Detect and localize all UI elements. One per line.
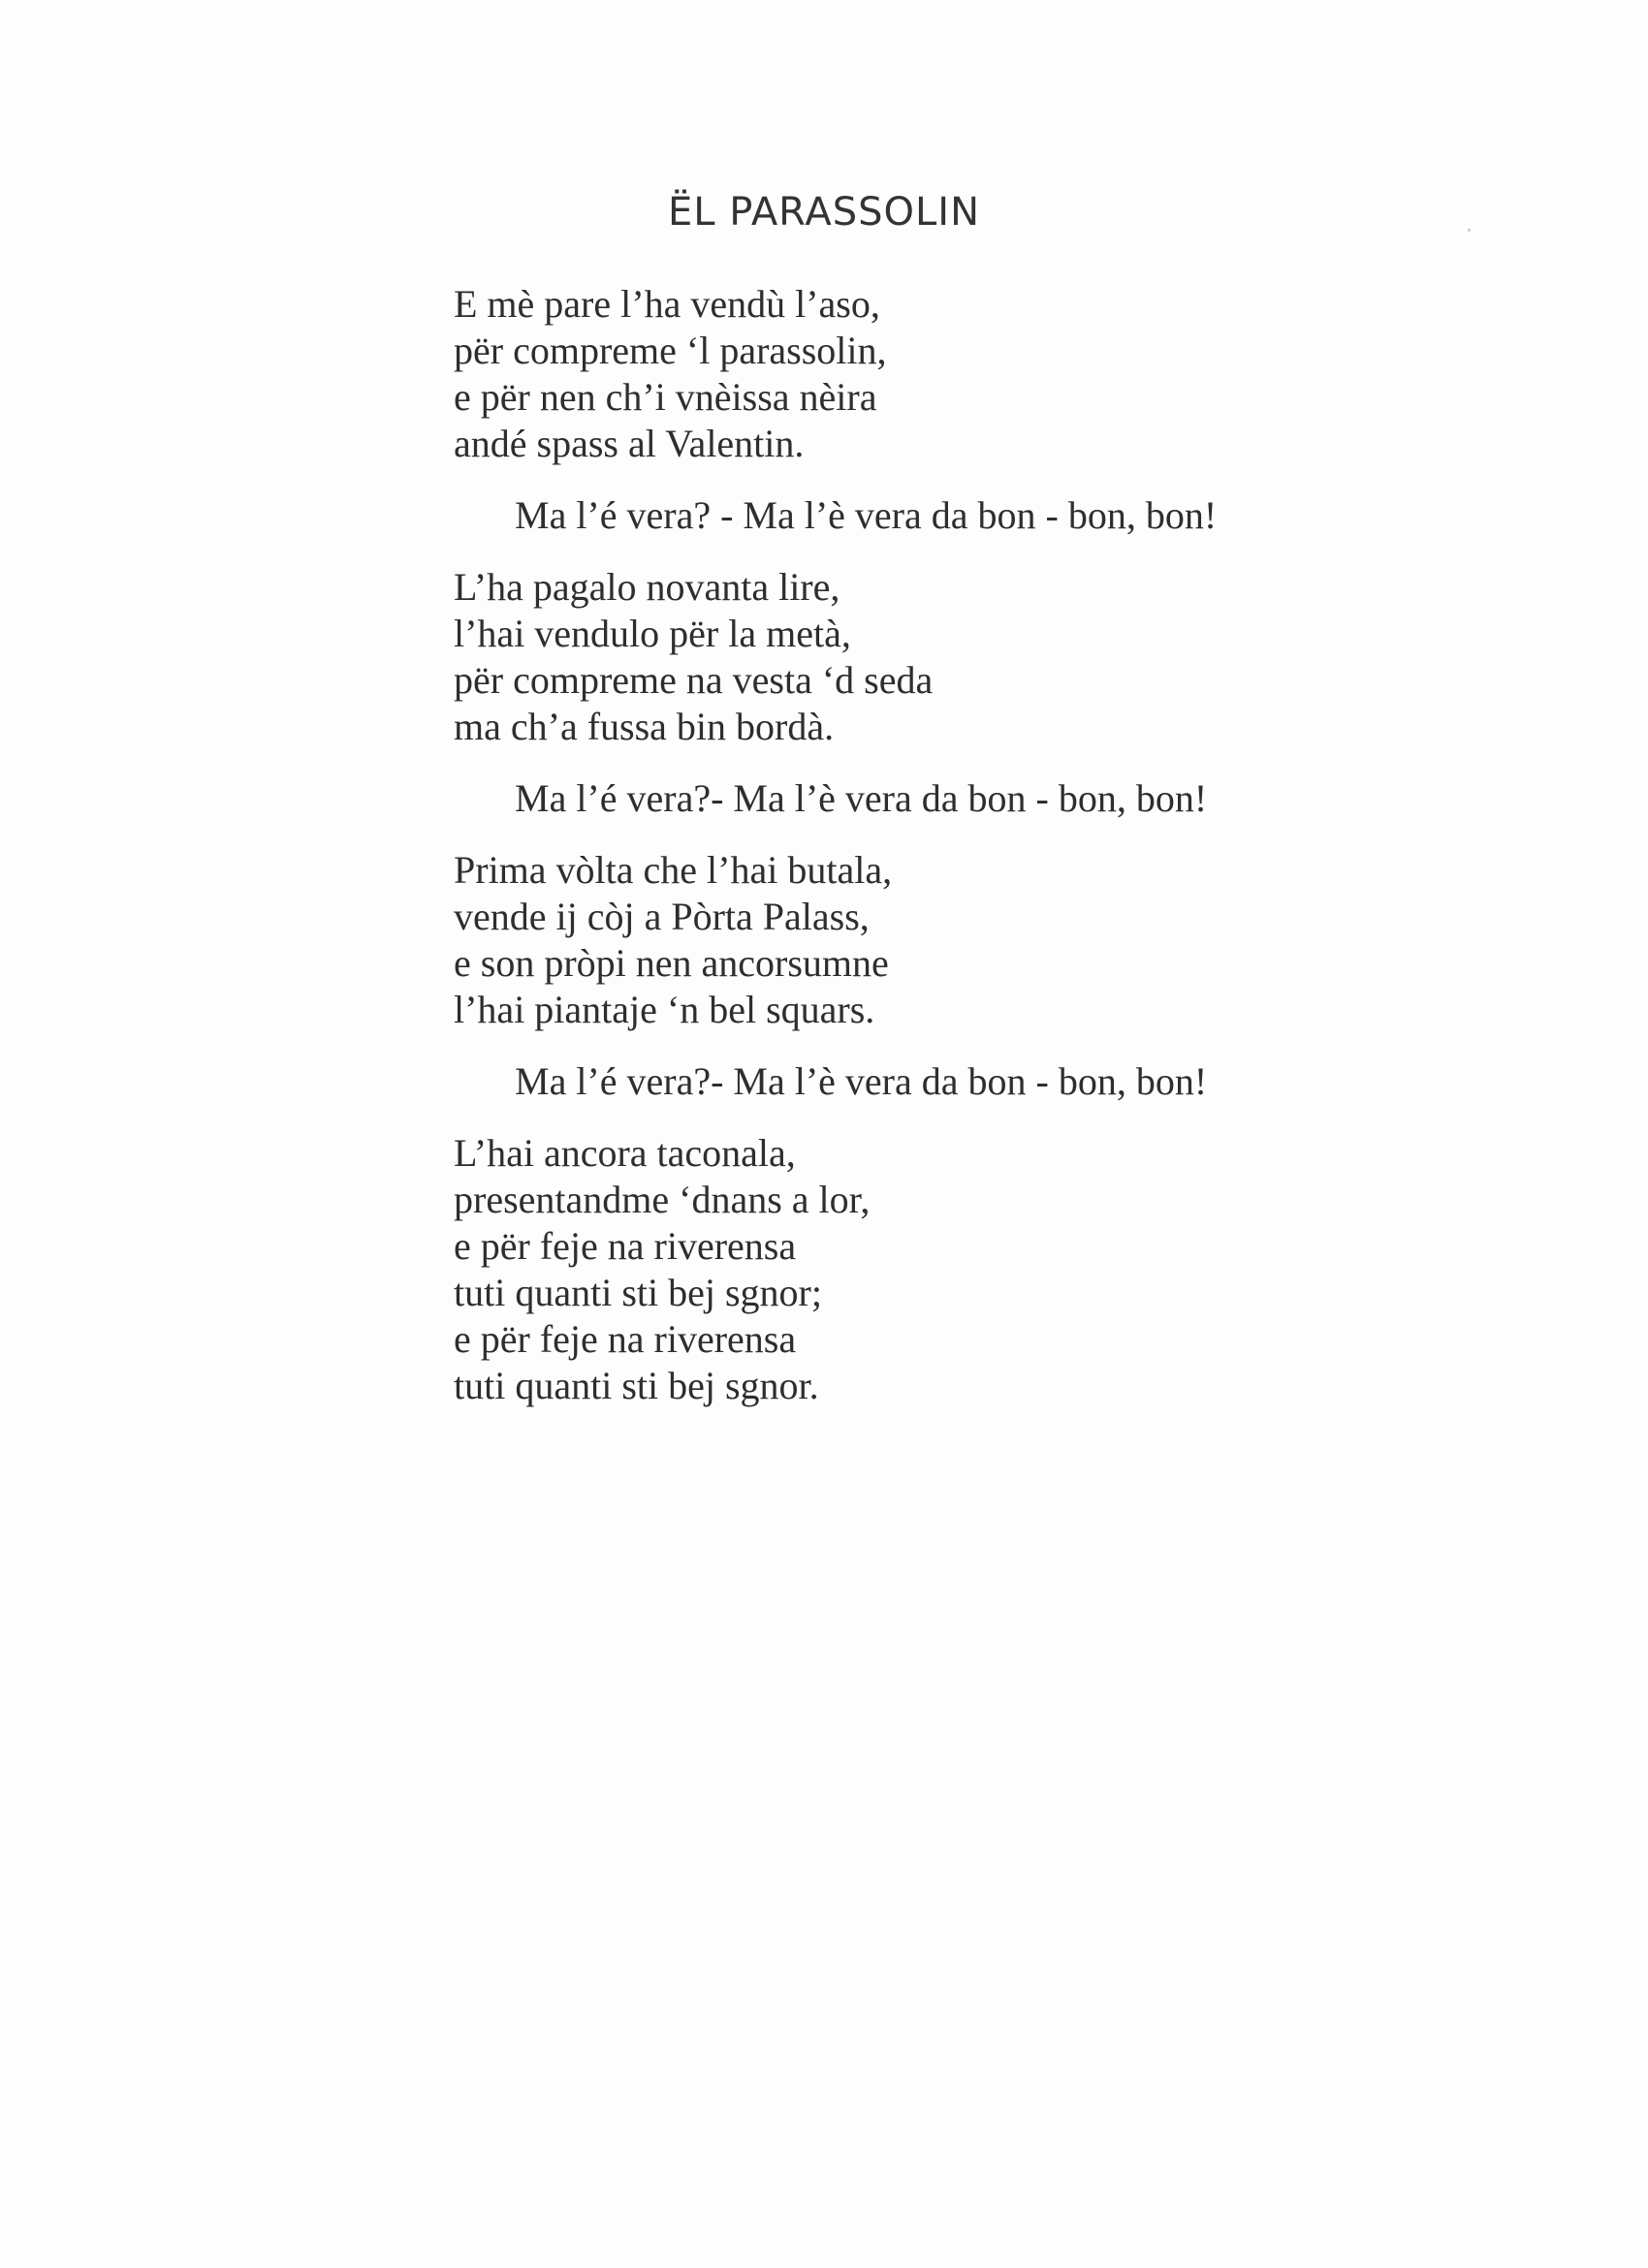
verse-line: për compreme na vesta ‘d seda (454, 658, 934, 702)
refrain-3: Ma l’é vera?- Ma l’è vera da bon - bon, bon! (515, 1059, 1208, 1103)
verse-line: e për feje na riverensa (454, 1317, 797, 1361)
stanza-4 (454, 1130, 1520, 1409)
stanza-3 (454, 847, 1520, 1033)
stanza-2 (454, 564, 1520, 750)
verse-line: tuti quanti sti bej sgnor; (454, 1271, 822, 1314)
verse-line: e për feje na riverensa (454, 1224, 797, 1268)
stanza-1 (454, 281, 1520, 467)
verse-line: andé spass al Valentin. (454, 422, 805, 465)
refrain-2: Ma l’é vera?- Ma l’è vera da bon - bon, bon! (515, 776, 1208, 820)
verse-line: e son pròpi nen ancorsumne (454, 941, 889, 985)
verse-line: E mè pare l’ha vendù l’aso, (454, 282, 880, 326)
verse-line: l’hai vendulo për la metà, (454, 612, 851, 655)
verse-line: L’ha pagalo novanta lire, (454, 565, 840, 609)
verse-line: l’hai piantaje ‘n bel squars. (454, 988, 875, 1031)
verse-line: L’hai ancora taconala, (454, 1131, 796, 1175)
verse-line: presentandme ‘dnans a lor, (454, 1178, 871, 1221)
refrain-1: Ma l’é vera? - Ma l’è vera da bon - bon, bon! (515, 493, 1218, 537)
verse-line: Prima vòlta che l’hai butala, (454, 848, 893, 892)
scan-speck (1468, 229, 1471, 232)
poem-body (454, 281, 1520, 1434)
verse-line: për compreme ‘l parassolin, (454, 329, 887, 372)
verse-line: e për nen ch’i vnèissa nèira (454, 375, 877, 419)
poem-title: ËL PARASSOLIN (667, 190, 980, 235)
verse-line: vende ij còj a Pòrta Palass, (454, 895, 870, 938)
verse-line: tuti quanti sti bej sgnor. (454, 1364, 819, 1407)
verse-line: ma ch’a fussa bin bordà. (454, 705, 835, 748)
